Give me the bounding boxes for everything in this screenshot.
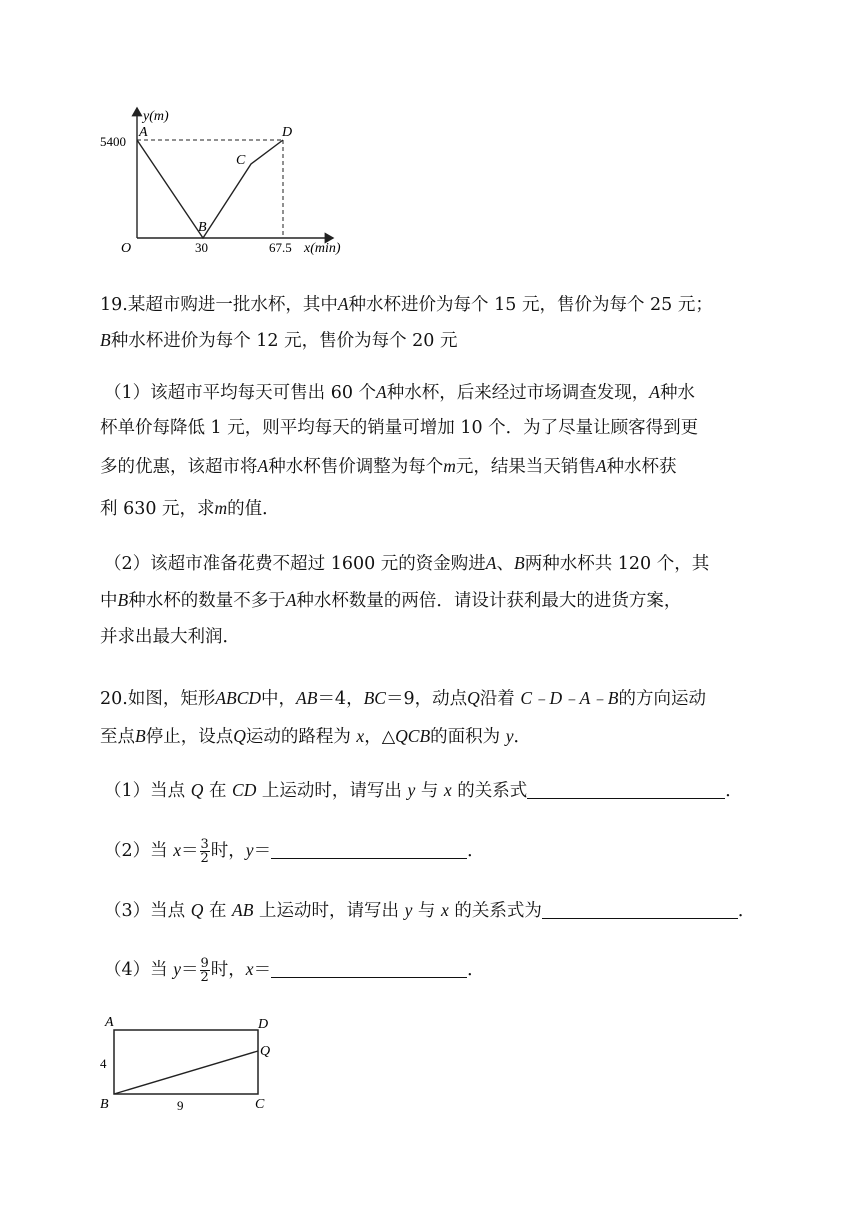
- rectangle-figure: [95, 1010, 285, 1115]
- q19-part2-line2: 中B种水杯的数量不多于A种水杯数量的两倍．请设计获利最大的进货方案，: [100, 590, 682, 611]
- y-axis-label: y(m): [143, 109, 169, 124]
- rectangle-abcd: [114, 1030, 258, 1094]
- q19-part1-line2: 杯单价每降低 1 元，则平均每天的销量可增加 10 个．为了尽量让顾客得到更: [100, 418, 699, 438]
- fraction-9-2: $\frac{9}{2}$: [200, 956, 209, 985]
- q20-sub4: （4）当 y＝ $\frac{9}{2}$ 时，x＝ ．: [104, 956, 485, 985]
- q20-line1: 20.如图，矩形ABCD中，AB＝4，BC＝9，动点Q沿着 C﹣D﹣A﹣B的方向运动: [100, 688, 707, 709]
- label-a: A: [105, 1015, 114, 1030]
- y-tick-label: 5400: [100, 134, 126, 149]
- label-q: Q: [260, 1044, 271, 1059]
- answer-blank-2[interactable]: [271, 840, 467, 859]
- label-d: D: [258, 1017, 269, 1032]
- side-bc-length: 9: [177, 1098, 184, 1113]
- answer-blank-3[interactable]: [542, 900, 738, 919]
- point-c-label: C: [236, 153, 246, 168]
- q20-sub2: （2）当 x＝ $\frac{3}{2}$ 时，y＝ ．: [104, 837, 485, 866]
- x-tick-30: 30: [195, 240, 208, 255]
- q20-sub3: （3）当点 Q 在 AB 上运动时，请写出 y 与 x 的关系式为 ．: [104, 900, 756, 921]
- q19-part2-line1: （2）该超市准备花费不超过 1600 元的资金购进A、B两种水杯共 120 个，其: [104, 553, 710, 574]
- point-d-label: D: [282, 125, 293, 140]
- segment-bq: [114, 1051, 258, 1094]
- origin-label: O: [121, 241, 132, 256]
- point-a-label: A: [139, 125, 148, 140]
- q19-line1: 19.某超市购进一批水杯，其中A种水杯进价为每个 15 元，售价为每个 25 元；: [100, 294, 713, 315]
- fraction-3-2: $\frac{3}{2}$: [200, 837, 209, 866]
- side-ab-length: 4: [100, 1056, 107, 1071]
- q19-part1-line3: 多的优惠，该超市将A种水杯售价调整为每个m元，结果当天销售A种水杯获: [100, 456, 677, 477]
- q19-part1-line1: （1）该超市平均每天可售出 60 个A种水杯，后来经过市场调查发现，A种水: [104, 382, 695, 403]
- x-tick-67-5: 67.5: [269, 240, 292, 255]
- label-c: C: [255, 1097, 265, 1112]
- distance-time-graph: [95, 100, 355, 260]
- q20-line2: 至点B停止，设点Q运动的路程为 x，△QCB的面积为 y．: [100, 726, 532, 747]
- x-axis-label: x(min): [304, 241, 341, 256]
- answer-blank-1[interactable]: [527, 780, 725, 799]
- q19-part1-line4: 利 630 元，求m的值．: [100, 498, 280, 519]
- graph-polyline: [137, 140, 283, 238]
- label-b: B: [100, 1097, 109, 1112]
- point-b-label: B: [198, 220, 207, 235]
- answer-blank-4[interactable]: [271, 959, 467, 978]
- q19-part2-line3: 并求出最大利润．: [100, 627, 240, 647]
- q19-line2: B种水杯进价为每个 12 元，售价为每个 20 元: [100, 330, 458, 351]
- q20-sub1: （1）当点 Q 在 CD 上运动时，请写出 y 与 x 的关系式 ．: [104, 780, 743, 801]
